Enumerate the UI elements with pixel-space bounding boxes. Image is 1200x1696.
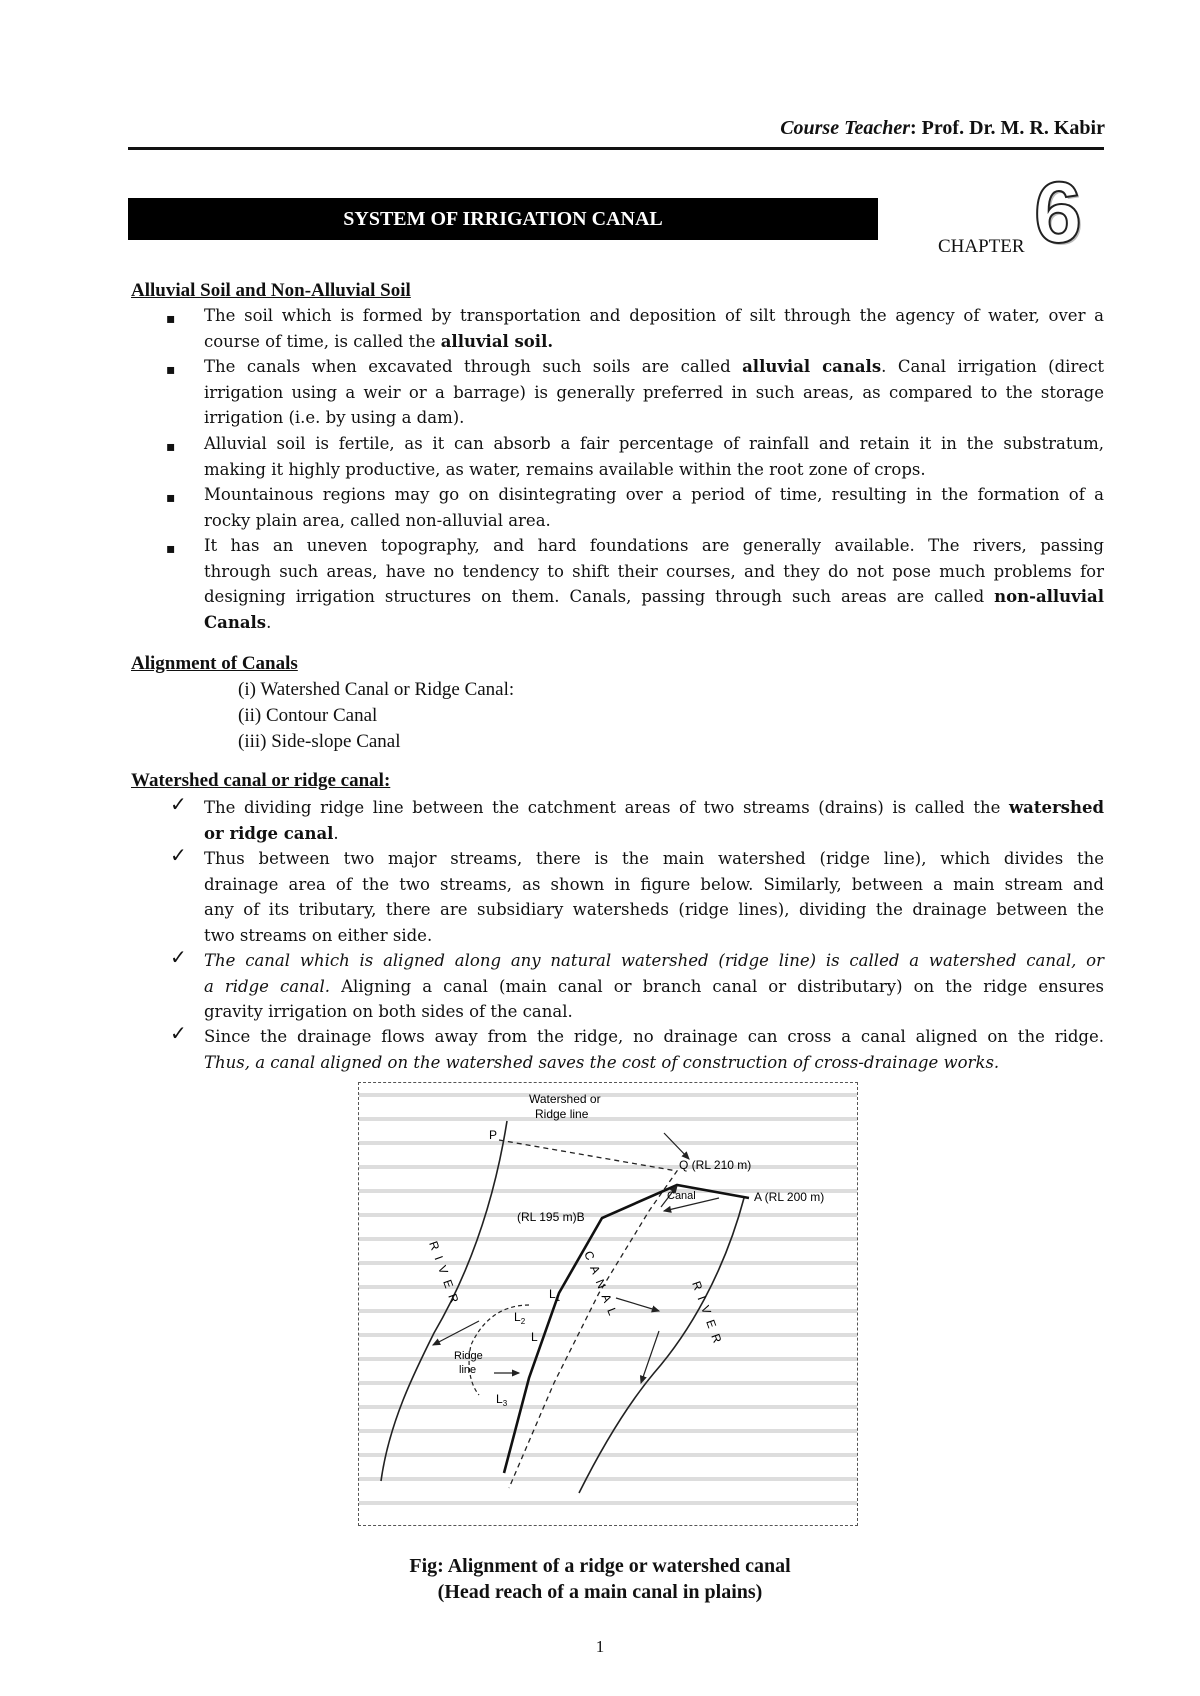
line: irrigation (i.e. by using a dam). [204, 408, 465, 427]
bullet-icon: ▪ [166, 362, 176, 378]
chapter-title-bar: SYSTEM OF IRRIGATION CANAL [128, 198, 878, 240]
course-teacher-label: Course Teacher [780, 117, 911, 139]
label-a: A (RL 200 m) [754, 1190, 825, 1204]
checkmark-icon: ✓ [170, 792, 187, 816]
section-heading-watershed: Watershed canal or ridge canal: [131, 770, 391, 791]
checkmark-icon: ✓ [170, 945, 187, 969]
label-ridge-line: Ridge line [535, 1107, 589, 1121]
label-canal: Canal [667, 1190, 696, 1202]
label-l2: $L_2$ [514, 1310, 526, 1326]
line: It has an uneven topography, and hard foundations are generally available. The rivers, passing [204, 536, 1104, 555]
bullet-icon: ▪ [166, 490, 176, 506]
line: course of time, is called the [204, 331, 441, 351]
course-teacher-line [780, 117, 1105, 140]
line: making it highly productive, as water, remains available within the root zone of crops. [204, 459, 926, 479]
alignment-item-3: (iii) Side-slope Canal [238, 731, 401, 752]
label-b: (RL 195 m)B [517, 1210, 585, 1224]
checkmark-icon: ✓ [170, 1021, 187, 1045]
check-paragraph-3 [204, 948, 1104, 1025]
chapter-label: CHAPTER [938, 236, 1025, 257]
line: through such areas, have no tendency to shift their courses, and they do not pose much problems for [204, 561, 1104, 581]
line: drainage area of the two streams, as shown in figure below. Similarly, between a main stream and [204, 874, 1104, 894]
bold-term: alluvial soil. [440, 331, 554, 351]
label-watershed: Watershed or [529, 1092, 601, 1106]
label-p: P [489, 1128, 498, 1142]
bullet-paragraph-1 [204, 303, 1104, 354]
section-heading-alluvial: Alluvial Soil and Non-Alluvial Soil [131, 280, 411, 301]
bold-term: alluvial canals [742, 357, 882, 376]
page-number: 1 [595, 1637, 605, 1656]
bold-term: Canals [204, 612, 267, 632]
bullet-paragraph-2 [204, 354, 1104, 431]
line: The dividing ridge line between the catchment areas of two streams (drains) is called the [204, 798, 1009, 817]
label-river-left: RIVER [426, 1239, 464, 1312]
leader-arrow [664, 1133, 689, 1159]
line: irrigation using a weir or a barrage) is generally preferred in such areas, as compared to the storage [204, 382, 1104, 402]
label-river-right: RIVER [689, 1279, 727, 1352]
check-paragraph-1 [204, 795, 1104, 846]
chapter-number: 6 [1034, 165, 1082, 261]
line: Mountainous regions may go on disintegrating over a period of time, resulting in the formation of a [204, 485, 1104, 504]
line: . [266, 612, 272, 632]
checkmark-icon: ✓ [170, 843, 187, 867]
line: two streams on either side. [204, 925, 433, 945]
label-ridge-line-small: line [459, 1364, 477, 1376]
bullet-paragraph-5 [204, 533, 1104, 635]
line: rocky plain area, called non-alluvial area. [204, 510, 551, 530]
line: The canals when excavated through such soils are called [204, 357, 743, 376]
label-canal-vertical: CANAL [581, 1248, 623, 1324]
header-rule [128, 147, 1104, 150]
line: Thus between two major streams, there is the main watershed (ridge line), which divides the [204, 849, 1104, 868]
line: gravity irrigation on both sides of the canal. [204, 1002, 573, 1021]
label-l: L [531, 1330, 538, 1344]
left-river-line [381, 1121, 507, 1481]
line: The soil which is formed by transportation and deposition of silt through the agency of water, over a [204, 306, 1104, 325]
bullet-paragraph-3 [204, 431, 1104, 482]
label-l1: $L_1$ [549, 1287, 561, 1303]
check-paragraph-4 [204, 1024, 1104, 1075]
line: Thus, a canal aligned on the watershed saves the cost of construction of cross-drainage works. [204, 1052, 1000, 1072]
bold-term: watershed [1008, 798, 1104, 817]
section-heading-alignment: Alignment of Canals [131, 653, 298, 674]
bullet-icon: ▪ [166, 541, 176, 557]
line: The canal which is aligned along any natural watershed (ridge line) is called a watershed canal, or [204, 951, 1104, 970]
bullet-paragraph-4 [204, 482, 1104, 533]
line: designing irrigation structures on them. Canals, passing through such areas are called [204, 587, 995, 606]
course-teacher-name: : Prof. Dr. M. R. Kabir [910, 117, 1105, 139]
ridge-canal-figure [358, 1082, 858, 1526]
alignment-item-1: (i) Watershed Canal or Ridge Canal: [238, 679, 515, 700]
bold-term: or ridge canal [204, 823, 334, 843]
label-q: Q (RL 210 m) [679, 1158, 752, 1172]
check-paragraph-2 [204, 846, 1104, 948]
label-ridge: Ridge [454, 1350, 483, 1362]
bullet-icon: ▪ [166, 311, 176, 327]
label-l3: $L_3$ [496, 1392, 508, 1408]
ridge-canal-diagram [359, 1083, 857, 1525]
bullet-icon: ▪ [166, 439, 176, 455]
line: Since the drainage flows away from the ridge, no drainage can cross a canal aligned on the ridge. [204, 1027, 1104, 1046]
figure-caption-line-1: Fig: Alignment of a ridge or watershed canal [409, 1555, 791, 1577]
italic-term: a ridge canal. [204, 976, 331, 996]
figure-caption-line-2: (Head reach of a main canal in plains) [437, 1581, 763, 1603]
line: Aligning a canal (main canal or branch canal or distributary) on the ridge ensures [330, 976, 1104, 996]
line: . [333, 823, 339, 843]
line: . Canal irrigation (direct [881, 357, 1104, 376]
bold-term: non-alluvial [994, 587, 1104, 606]
line: any of its tributary, there are subsidiary watersheds (ridge lines), dividing the drainage between the [204, 900, 1104, 919]
alignment-item-2: (ii) Contour Canal [238, 705, 378, 726]
line: Alluvial soil is fertile, as it can absorb a fair percentage of rainfall and retain it in the substratum, [204, 434, 1104, 453]
